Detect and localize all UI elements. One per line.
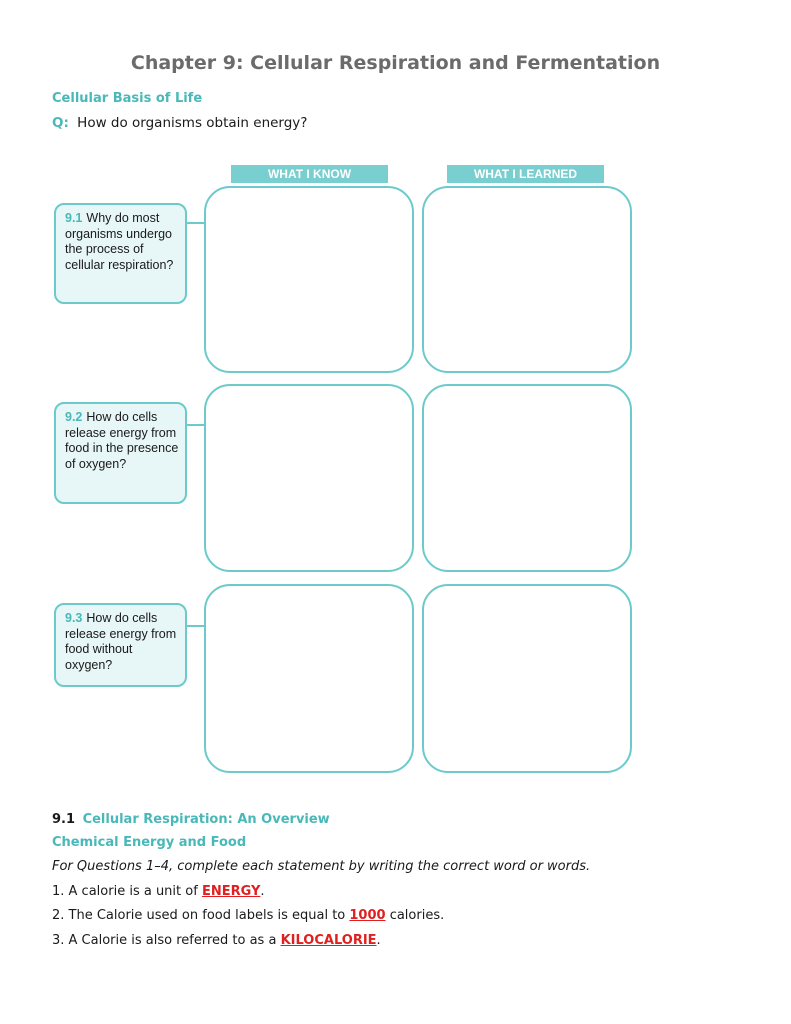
question-number: 9.2 <box>65 410 83 424</box>
item-prompt: 2. The Calorie used on food labels is equal to <box>52 908 350 923</box>
question-box-9-2 <box>54 402 187 504</box>
question-number: 9.1 <box>65 211 83 225</box>
section-heading <box>52 812 330 827</box>
connector-line <box>187 625 205 627</box>
question-number: 9.3 <box>65 611 83 625</box>
item-answer[interactable]: 1000 <box>349 908 386 923</box>
item-answer[interactable]: ENERGY <box>201 884 261 899</box>
connector-line <box>187 424 205 426</box>
unit-heading: Cellular Basis of Life <box>52 91 203 106</box>
item-suffix: . <box>376 933 381 948</box>
what-i-know-box-9-2[interactable] <box>204 384 414 572</box>
question-box-9-3 <box>54 603 187 687</box>
question-prompt: How do cells release energy from food in the presence of oxygen? <box>65 410 179 471</box>
item-prompt: 1. A calorie is a unit of <box>52 884 202 899</box>
fill-in-item-3 <box>52 933 381 948</box>
question-label: Q: <box>52 115 69 131</box>
connector-line <box>187 222 205 224</box>
column-header-what-i-know: WHAT I KNOW <box>231 165 388 183</box>
question-prompt: How do cells release energy from food without oxygen? <box>65 611 177 672</box>
essential-question <box>52 115 307 131</box>
item-suffix: calories. <box>385 908 445 923</box>
what-i-know-box-9-1[interactable] <box>204 186 414 373</box>
column-header-what-i-learned: WHAT I LEARNED <box>447 165 604 183</box>
fill-in-item-2 <box>52 908 444 923</box>
question-text: How do organisms obtain energy? <box>77 115 308 131</box>
instructions: For Questions 1–4, complete each statement by writing the correct word or words. <box>52 859 591 874</box>
item-answer[interactable]: KILOCALORIE <box>280 933 377 948</box>
item-prompt: 3. A Calorie is also referred to as a <box>52 933 281 948</box>
what-i-learned-box-9-3[interactable] <box>422 584 632 773</box>
fill-in-item-1 <box>52 884 265 899</box>
what-i-know-box-9-3[interactable] <box>204 584 414 773</box>
subsection-heading: Chemical Energy and Food <box>52 835 247 850</box>
section-title: Cellular Respiration: An Overview <box>82 812 330 827</box>
page-title: Chapter 9: Cellular Respiration and Fermentation <box>130 52 661 74</box>
question-prompt: Why do most organisms undergo the process of cellular respiration? <box>65 211 174 272</box>
question-box-9-1 <box>54 203 187 304</box>
section-number: 9.1 <box>52 812 76 827</box>
what-i-learned-box-9-1[interactable] <box>422 186 632 373</box>
item-suffix: . <box>260 884 265 899</box>
what-i-learned-box-9-2[interactable] <box>422 384 632 572</box>
